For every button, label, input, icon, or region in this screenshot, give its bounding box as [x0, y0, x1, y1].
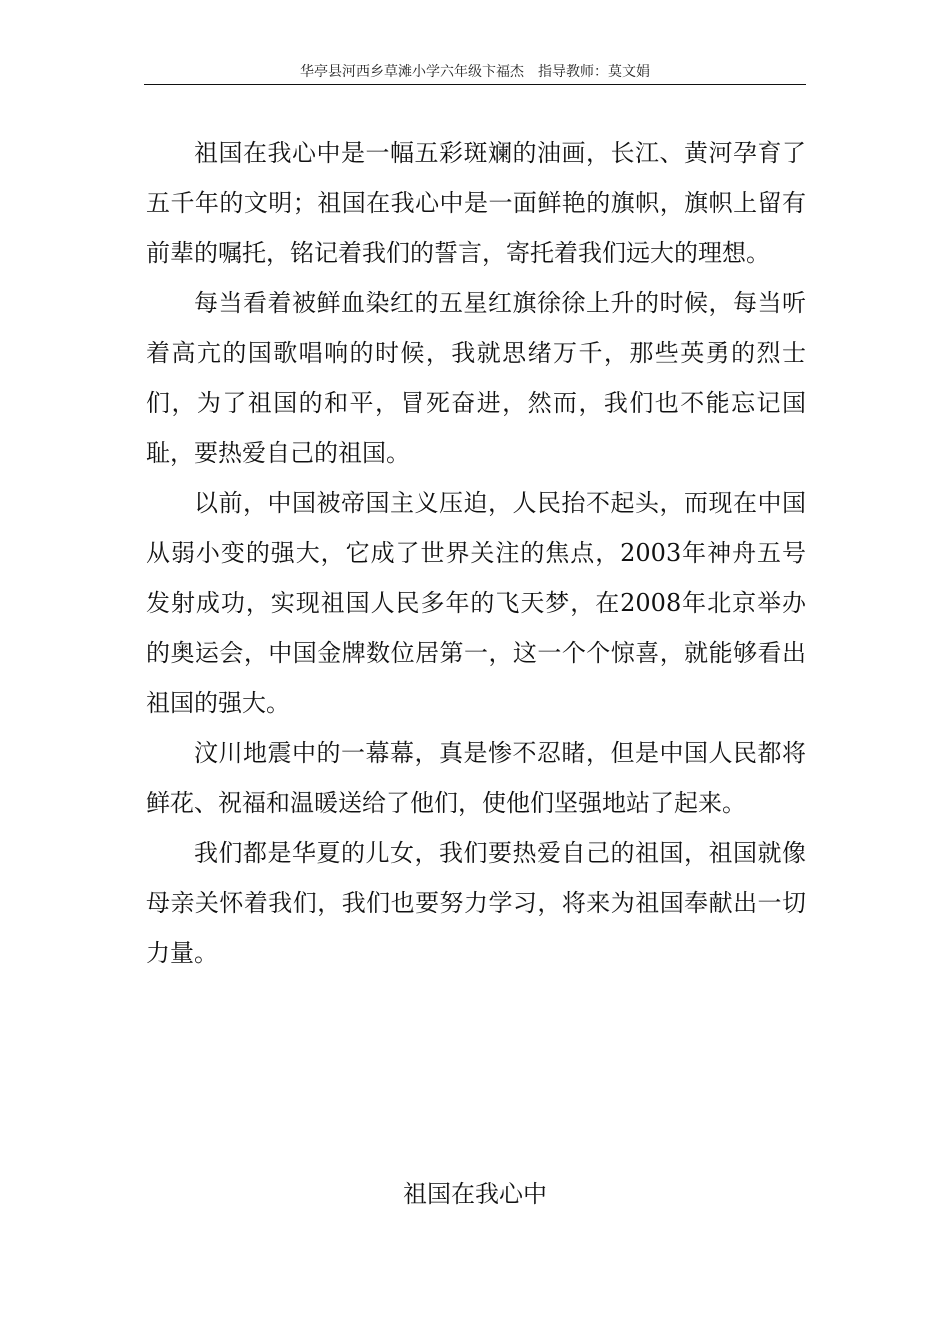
page-header: 华亭县河西乡草滩小学六年级卞福杰 指导教师：莫文娟 — [144, 62, 806, 85]
paragraph-2: 每当看着被鲜血染红的五星红旗徐徐上升的时候，每当听着高亢的国歌唱响的时候，我就思绪万千，那些英勇的烈士们，为了祖国的和平，冒死奋进，然而，我们也不能忘记国耻，要热爱自己的祖国。 — [146, 289, 806, 467]
paragraph-3: 以前，中国被帝国主义压迫，人民抬不起头，而现在中国从弱小变的强大，它成了世界关注的焦点，2003年神舟五号发射成功，实现祖国人民多年的飞天梦，在2008年北京举办的奥运会，中国金牌数位居第一，这一个个惊喜，就能够看出祖国的强大。 — [146, 489, 806, 717]
essay-title: 祖国在我心中 — [403, 1180, 547, 1208]
paragraph-5: 我们都是华夏的儿女，我们要热爱自己的祖国，祖国就像母亲关怀着我们，我们也要努力学习，将来为祖国奉献出一切力量。 — [146, 839, 806, 967]
paragraph-1: 祖国在我心中是一幅五彩斑斓的油画，长江、黄河孕育了五千年的文明；祖国在我心中是一面鲜艳的旗帜，旗帜上留有前辈的嘱托，铭记着我们的誓言，寄托着我们远大的理想。 — [146, 139, 806, 267]
paragraph-4: 汶川地震中的一幕幕，真是惨不忍睹，但是中国人民都将鲜花、祝福和温暖送给了他们，使他们坚强地站了起来。 — [146, 739, 806, 817]
essay-body — [146, 128, 806, 978]
